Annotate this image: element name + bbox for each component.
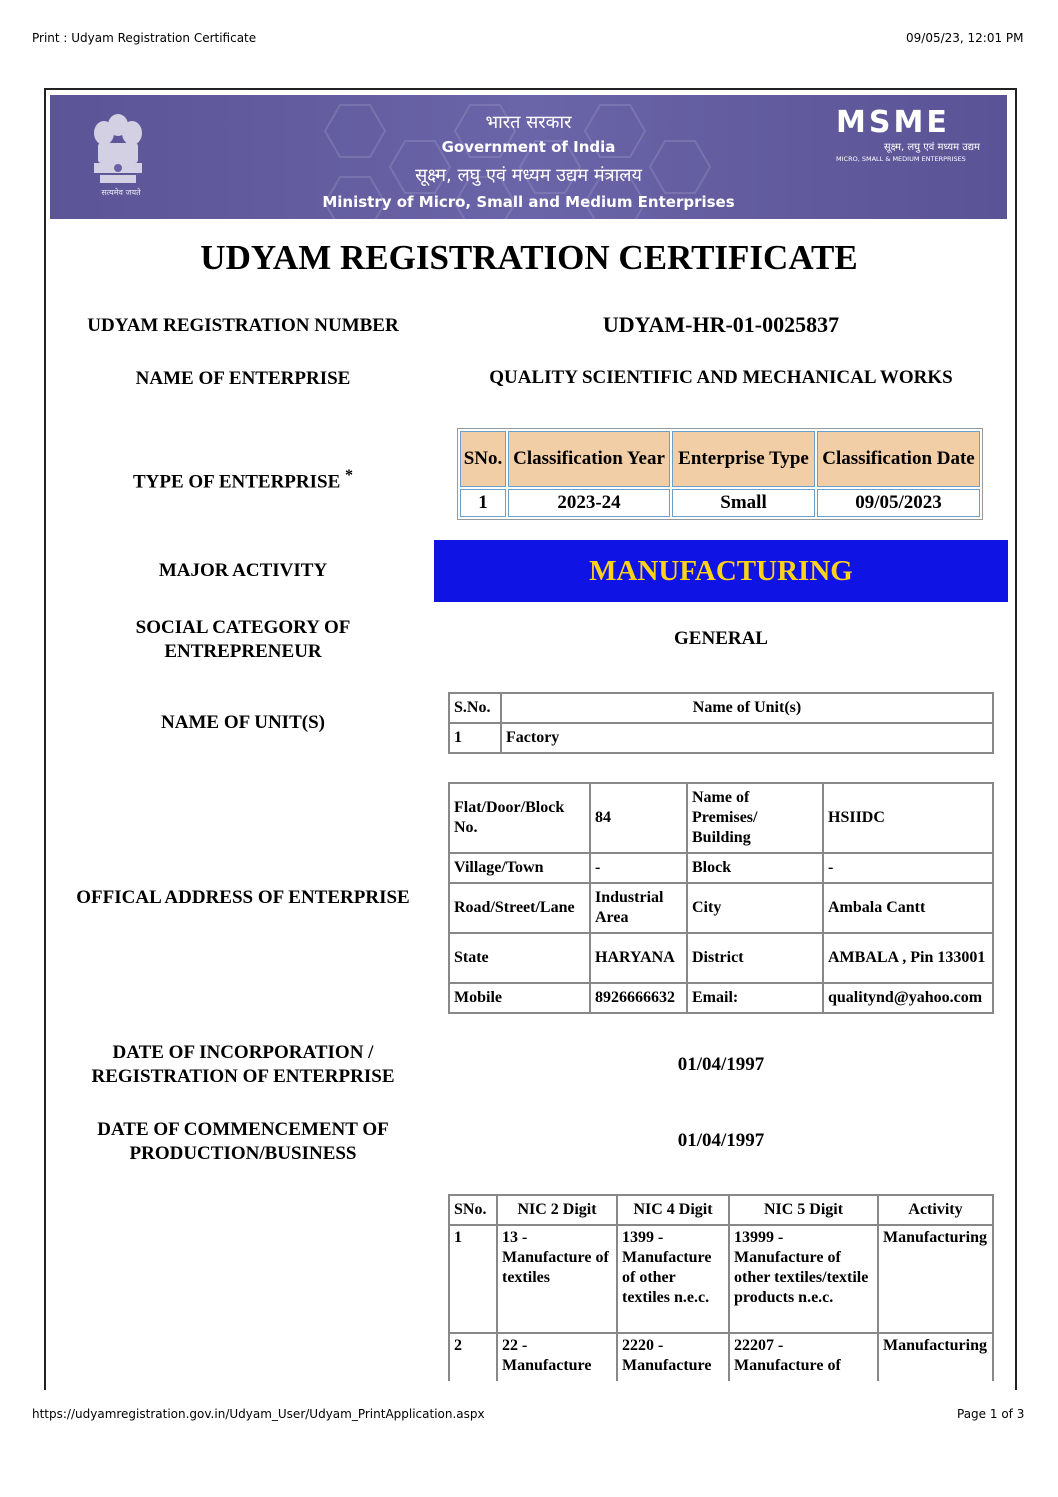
asterisk: *	[345, 467, 354, 484]
nic-cell: 22207 - Manufacture of	[729, 1333, 878, 1381]
units-table	[448, 692, 994, 754]
addr-premises-value: HSIIDC	[823, 783, 993, 853]
footer-page-number: Page 1 of 3	[957, 1407, 1025, 1421]
nic-cell: 2220 - Manufacture	[617, 1333, 729, 1381]
msme-hindi: सूक्ष्म, लघु एवं मध्यम उद्यम	[883, 142, 980, 153]
nic-cell: Manufacturing	[878, 1225, 993, 1333]
nic-cell: 1399 - Manufacture of other textiles n.e.c.	[617, 1225, 729, 1333]
class-cell-date: 09/05/2023	[817, 489, 980, 517]
nic-header-sno: SNo.	[449, 1195, 497, 1225]
enterprise-type-label	[60, 464, 426, 494]
commencement-label	[60, 1118, 426, 1166]
nic-cell: 22 - Manufacture	[497, 1333, 617, 1381]
class-header-date: Classification Date	[817, 431, 980, 487]
major-activity-label: MAJOR ACTIVITY	[158, 560, 328, 581]
enterprise-name-label: NAME OF ENTERPRISE	[135, 368, 351, 389]
addr-premises-label: Name of Premises/ Building	[687, 783, 823, 853]
addr-city-value: Ambala Cantt	[823, 883, 993, 933]
address-label: OFFICAL ADDRESS OF ENTERPRISE	[76, 887, 410, 908]
major-activity-value: MANUFACTURING	[434, 540, 1008, 602]
class-cell-type: Small	[672, 489, 815, 517]
units-header-name: Name of Unit(s)	[501, 693, 993, 723]
addr-email-value: qualitynd@yahoo.com	[823, 983, 993, 1013]
commencement-label-line2: PRODUCTION/BUSINESS	[129, 1143, 357, 1164]
class-cell-year: 2023-24	[508, 489, 670, 517]
print-header-datetime: 09/05/23, 12:01 PM	[906, 31, 1024, 45]
nic-cell: 1	[449, 1225, 497, 1333]
classification-table	[457, 428, 983, 520]
nic-header-4digit: NIC 4 Digit	[617, 1195, 729, 1225]
addr-state-label: State	[449, 933, 590, 983]
addr-road-value: Industrial Area	[590, 883, 687, 933]
social-category-label-line2: ENTREPRENEUR	[164, 641, 322, 662]
msme-english: MICRO, SMALL & MEDIUM ENTERPRISES	[836, 155, 966, 163]
nic-header-2digit: NIC 2 Digit	[497, 1195, 617, 1225]
nic-cell: 13 - Manufacture of textiles	[497, 1225, 617, 1333]
print-header-title: Print : Udyam Registration Certificate	[32, 31, 257, 45]
incorporation-label-line1: DATE OF INCORPORATION /	[112, 1042, 374, 1063]
hindi-ministry-title: सूक्ष्म, लघु एवं मध्यम उद्यम मंत्रालय	[415, 165, 642, 186]
nic-cell: 2	[449, 1333, 497, 1381]
incorporation-label-line2: REGISTRATION OF ENTERPRISE	[91, 1066, 395, 1087]
units-header-sno: S.No.	[449, 693, 501, 723]
class-header-sno: SNo.	[460, 431, 506, 487]
enterprise-name-value: QUALITY SCIENTIFIC AND MECHANICAL WORKS	[489, 367, 953, 388]
addr-village-value: -	[590, 853, 687, 883]
table-row	[449, 1225, 993, 1333]
addr-mobile-value: 8926666632	[590, 983, 687, 1013]
units-cell-name: Factory	[501, 723, 993, 753]
commencement-date: 01/04/1997	[677, 1130, 765, 1151]
msme-logo-text: MSME	[836, 105, 950, 140]
addr-block-value: -	[823, 853, 993, 883]
addr-block-label: Block	[687, 853, 823, 883]
address-table	[448, 782, 994, 1014]
nic-header-activity: Activity	[878, 1195, 993, 1225]
nic-table	[448, 1194, 994, 1381]
units-label: NAME OF UNIT(S)	[161, 712, 325, 733]
class-header-type: Enterprise Type	[672, 431, 815, 487]
incorporation-label	[60, 1041, 426, 1089]
addr-district-label: District	[687, 933, 823, 983]
addr-state-value: HARYANA	[590, 933, 687, 983]
class-header-year: Classification Year	[508, 431, 670, 487]
nic-cell: 13999 - Manufacture of other textiles/textile products n.e.c.	[729, 1225, 878, 1333]
social-category-value: GENERAL	[674, 628, 768, 649]
addr-village-label: Village/Town	[449, 853, 590, 883]
footer-url[interactable]: https://udyamregistration.gov.in/Udyam_User/Udyam_PrintApplication.aspx	[32, 1407, 485, 1421]
enterprise-type-label-text: TYPE OF ENTERPRISE	[132, 471, 341, 493]
reg-number-value: UDYAM-HR-01-0025837	[602, 312, 840, 337]
addr-district-value: AMBALA , Pin 133001	[823, 933, 993, 983]
addr-flat-label: Flat/Door/Block No.	[449, 783, 590, 853]
hindi-gov-title: भारत सरकार	[485, 112, 572, 133]
nic-header-5digit: NIC 5 Digit	[729, 1195, 878, 1225]
commencement-label-line1: DATE OF COMMENCEMENT OF	[97, 1119, 389, 1140]
social-category-label-line1: SOCIAL CATEGORY OF	[135, 617, 351, 638]
nic-table-clip	[448, 1194, 996, 1381]
addr-flat-value: 84	[590, 783, 687, 853]
emblem-caption: सत्यमेव जयते	[101, 188, 141, 197]
addr-road-label: Road/Street/Lane	[449, 883, 590, 933]
class-cell-sno: 1	[460, 489, 506, 517]
addr-mobile-label: Mobile	[449, 983, 590, 1013]
msme-logo	[836, 107, 986, 167]
social-category-label	[60, 616, 426, 664]
gov-banner	[50, 95, 1007, 219]
reg-number-label: UDYAM REGISTRATION NUMBER	[87, 315, 399, 336]
incorporation-date: 01/04/1997	[677, 1054, 765, 1075]
table-row	[449, 1333, 993, 1381]
certificate-title: UDYAM REGISTRATION CERTIFICATE	[200, 238, 858, 277]
units-cell-sno: 1	[449, 723, 501, 753]
ministry-title: Ministry of Micro, Small and Medium Enterprises	[322, 193, 735, 211]
addr-email-label: Email:	[687, 983, 823, 1013]
nic-cell: Manufacturing	[878, 1333, 993, 1381]
gov-title: Government of India	[441, 138, 616, 156]
addr-city-label: City	[687, 883, 823, 933]
